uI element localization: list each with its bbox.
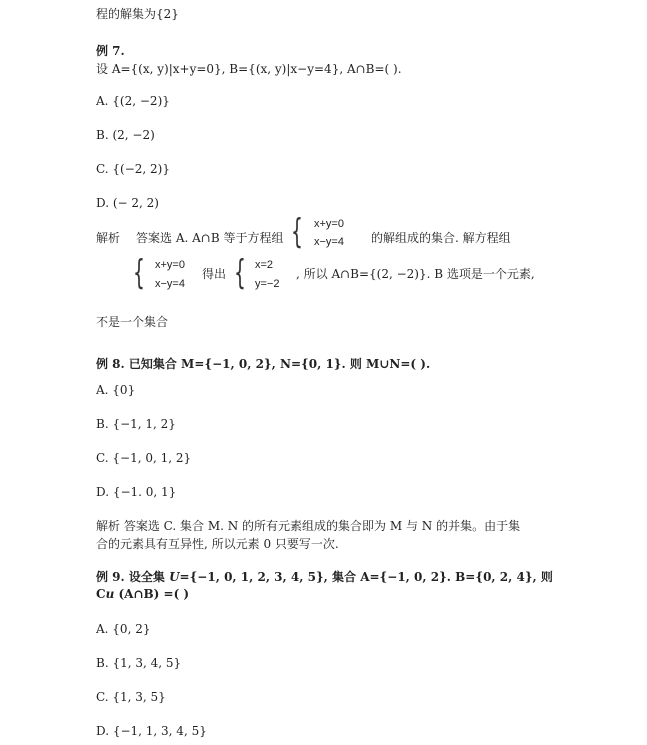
example-9-option-b: B. {1, 3, 4, 5} <box>96 656 182 670</box>
example-7-question: 设 A={(x, y)|x+y=0}, B={(x, y)|x−y=4}, A∩B=( ). <box>96 62 402 76</box>
example-8-option-b: B. {−1, 1, 2} <box>96 417 176 431</box>
system3-eq2: y=−2 <box>255 278 280 290</box>
example-7-option-a: A. {(2, −2)} <box>96 94 170 108</box>
example-7-title: 例 7. <box>96 44 125 58</box>
example-9-question-line1 <box>96 569 553 585</box>
left-brace-icon: { <box>234 253 246 293</box>
example-7-option-b: B. (2, −2) <box>96 128 155 142</box>
example-8-question: 例 8. 已知集合 M={−1, 0, 2}, N={0, 1}. 则 M∪N=( ). <box>96 357 431 371</box>
system2-eq2: x−y=4 <box>155 278 185 290</box>
example-7-analysis-line2: , 所以 A∩B={(2, −2)}. B 选项是一个元素, <box>296 267 535 281</box>
left-brace-icon: { <box>291 212 303 252</box>
example-8-analysis-line2: 合的元素具有互异性, 所以元素 0 只要写一次. <box>96 537 339 551</box>
example-8-option-d: D. {−1. 0, 1} <box>96 485 177 499</box>
example-9-prefix: 例 9. 设全集 <box>96 570 170 584</box>
derive-label: 得出 <box>202 267 227 281</box>
example-9-option-c: C. {1, 3, 5} <box>96 690 166 704</box>
example-7-analysis-line1-after: 的解组成的集合. 解方程组 <box>371 231 511 245</box>
example-7-option-c: C. {(−2, 2)} <box>96 162 170 176</box>
complement-subscript: u <box>105 587 115 601</box>
example-7-analysis-label: 解析 <box>96 231 121 245</box>
example-9-question-line2 <box>96 586 189 602</box>
example-9-option-a: A. {0, 2} <box>96 622 151 636</box>
system3-eq1: x=2 <box>255 259 274 271</box>
prev-answer-fragment: 程的解集为{2} <box>96 7 179 21</box>
example-8-option-a: A. {0} <box>96 383 136 397</box>
universal-set-symbol: U <box>169 570 180 584</box>
example-7-option-d: D. (− 2, 2) <box>96 196 159 210</box>
example-8-option-c: C. {−1, 0, 1, 2} <box>96 451 192 465</box>
left-brace-icon: { <box>133 253 145 293</box>
system1-eq1: x+y=0 <box>314 218 344 230</box>
example-8-analysis-line1: 解析 答案选 C. 集合 M. N 的所有元素组成的集合即为 M 与 N 的并集。由于集 <box>96 519 521 533</box>
complement-symbol: C <box>96 587 106 601</box>
system2-eq1: x+y=0 <box>155 259 185 271</box>
example-9-option-d: D. {−1, 1, 3, 4, 5} <box>96 724 207 738</box>
example-7-analysis-line3: 不是一个集合 <box>96 315 169 329</box>
example-9-suffix: ={−1, 0, 1, 2, 3, 4, 5}, 集合 A={−1, 0, 2}. B={0, 2, 4}, 则 <box>179 570 553 584</box>
system1-eq2: x−y=4 <box>314 236 344 248</box>
example-7-analysis-line1: 答案选 A. A∩B 等于方程组 <box>136 231 284 245</box>
example-9-line2-rest: (A∩B) =( ) <box>114 587 190 601</box>
